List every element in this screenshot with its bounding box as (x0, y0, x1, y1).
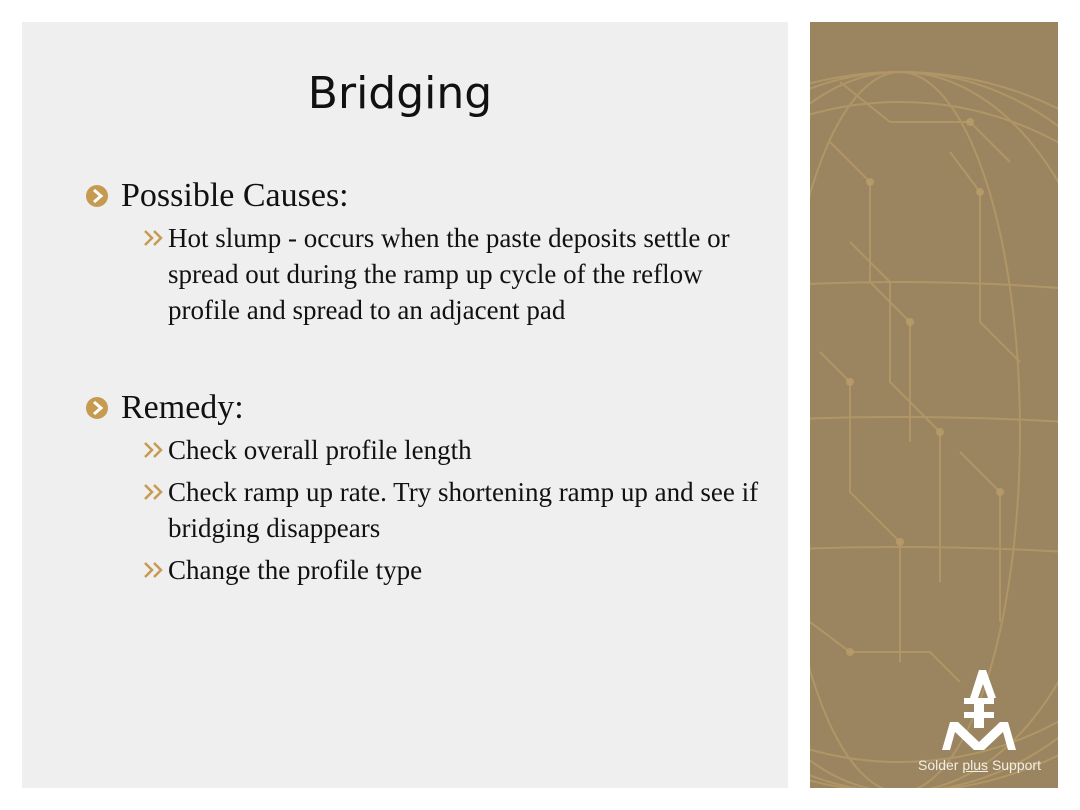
list-item (142, 474, 768, 546)
aim-logo (936, 668, 1022, 752)
section-remedy (86, 388, 768, 594)
tagline-word: Solder (918, 757, 959, 773)
circle-chevron-right-icon (86, 185, 108, 207)
brand-tagline (918, 757, 1041, 773)
circle-chevron-right-icon (86, 397, 108, 419)
section-heading: Possible Causes: (121, 177, 349, 214)
tagline-word-underlined: plus (962, 757, 989, 773)
list-item (142, 432, 768, 468)
list-item-text: Check overall profile length (168, 435, 472, 465)
double-chevron-right-icon (142, 440, 168, 460)
slide-title: Bridging (307, 68, 493, 119)
double-chevron-right-icon (142, 560, 168, 580)
double-chevron-right-icon (142, 228, 168, 248)
tagline-word: Support (991, 757, 1041, 773)
section-heading-row (86, 388, 768, 428)
list-item-text: Change the profile type (168, 555, 423, 585)
list-item-text: Check ramp up rate. Try shortening ramp up and see if bridging disappears (168, 477, 759, 543)
section-heading: Remedy: (121, 389, 244, 426)
section-heading-row (86, 176, 768, 216)
list-item-text: Hot slump - occurs when the paste deposits settle or spread out during the ramp up cycle of the reflow profile and spread to an adjacent pad (168, 223, 730, 325)
double-chevron-right-icon (142, 482, 168, 502)
sub-bullet-list (142, 220, 768, 328)
sub-bullet-list (142, 432, 768, 588)
section-possible-causes (86, 176, 768, 334)
list-item (142, 552, 768, 588)
list-item (142, 220, 768, 328)
